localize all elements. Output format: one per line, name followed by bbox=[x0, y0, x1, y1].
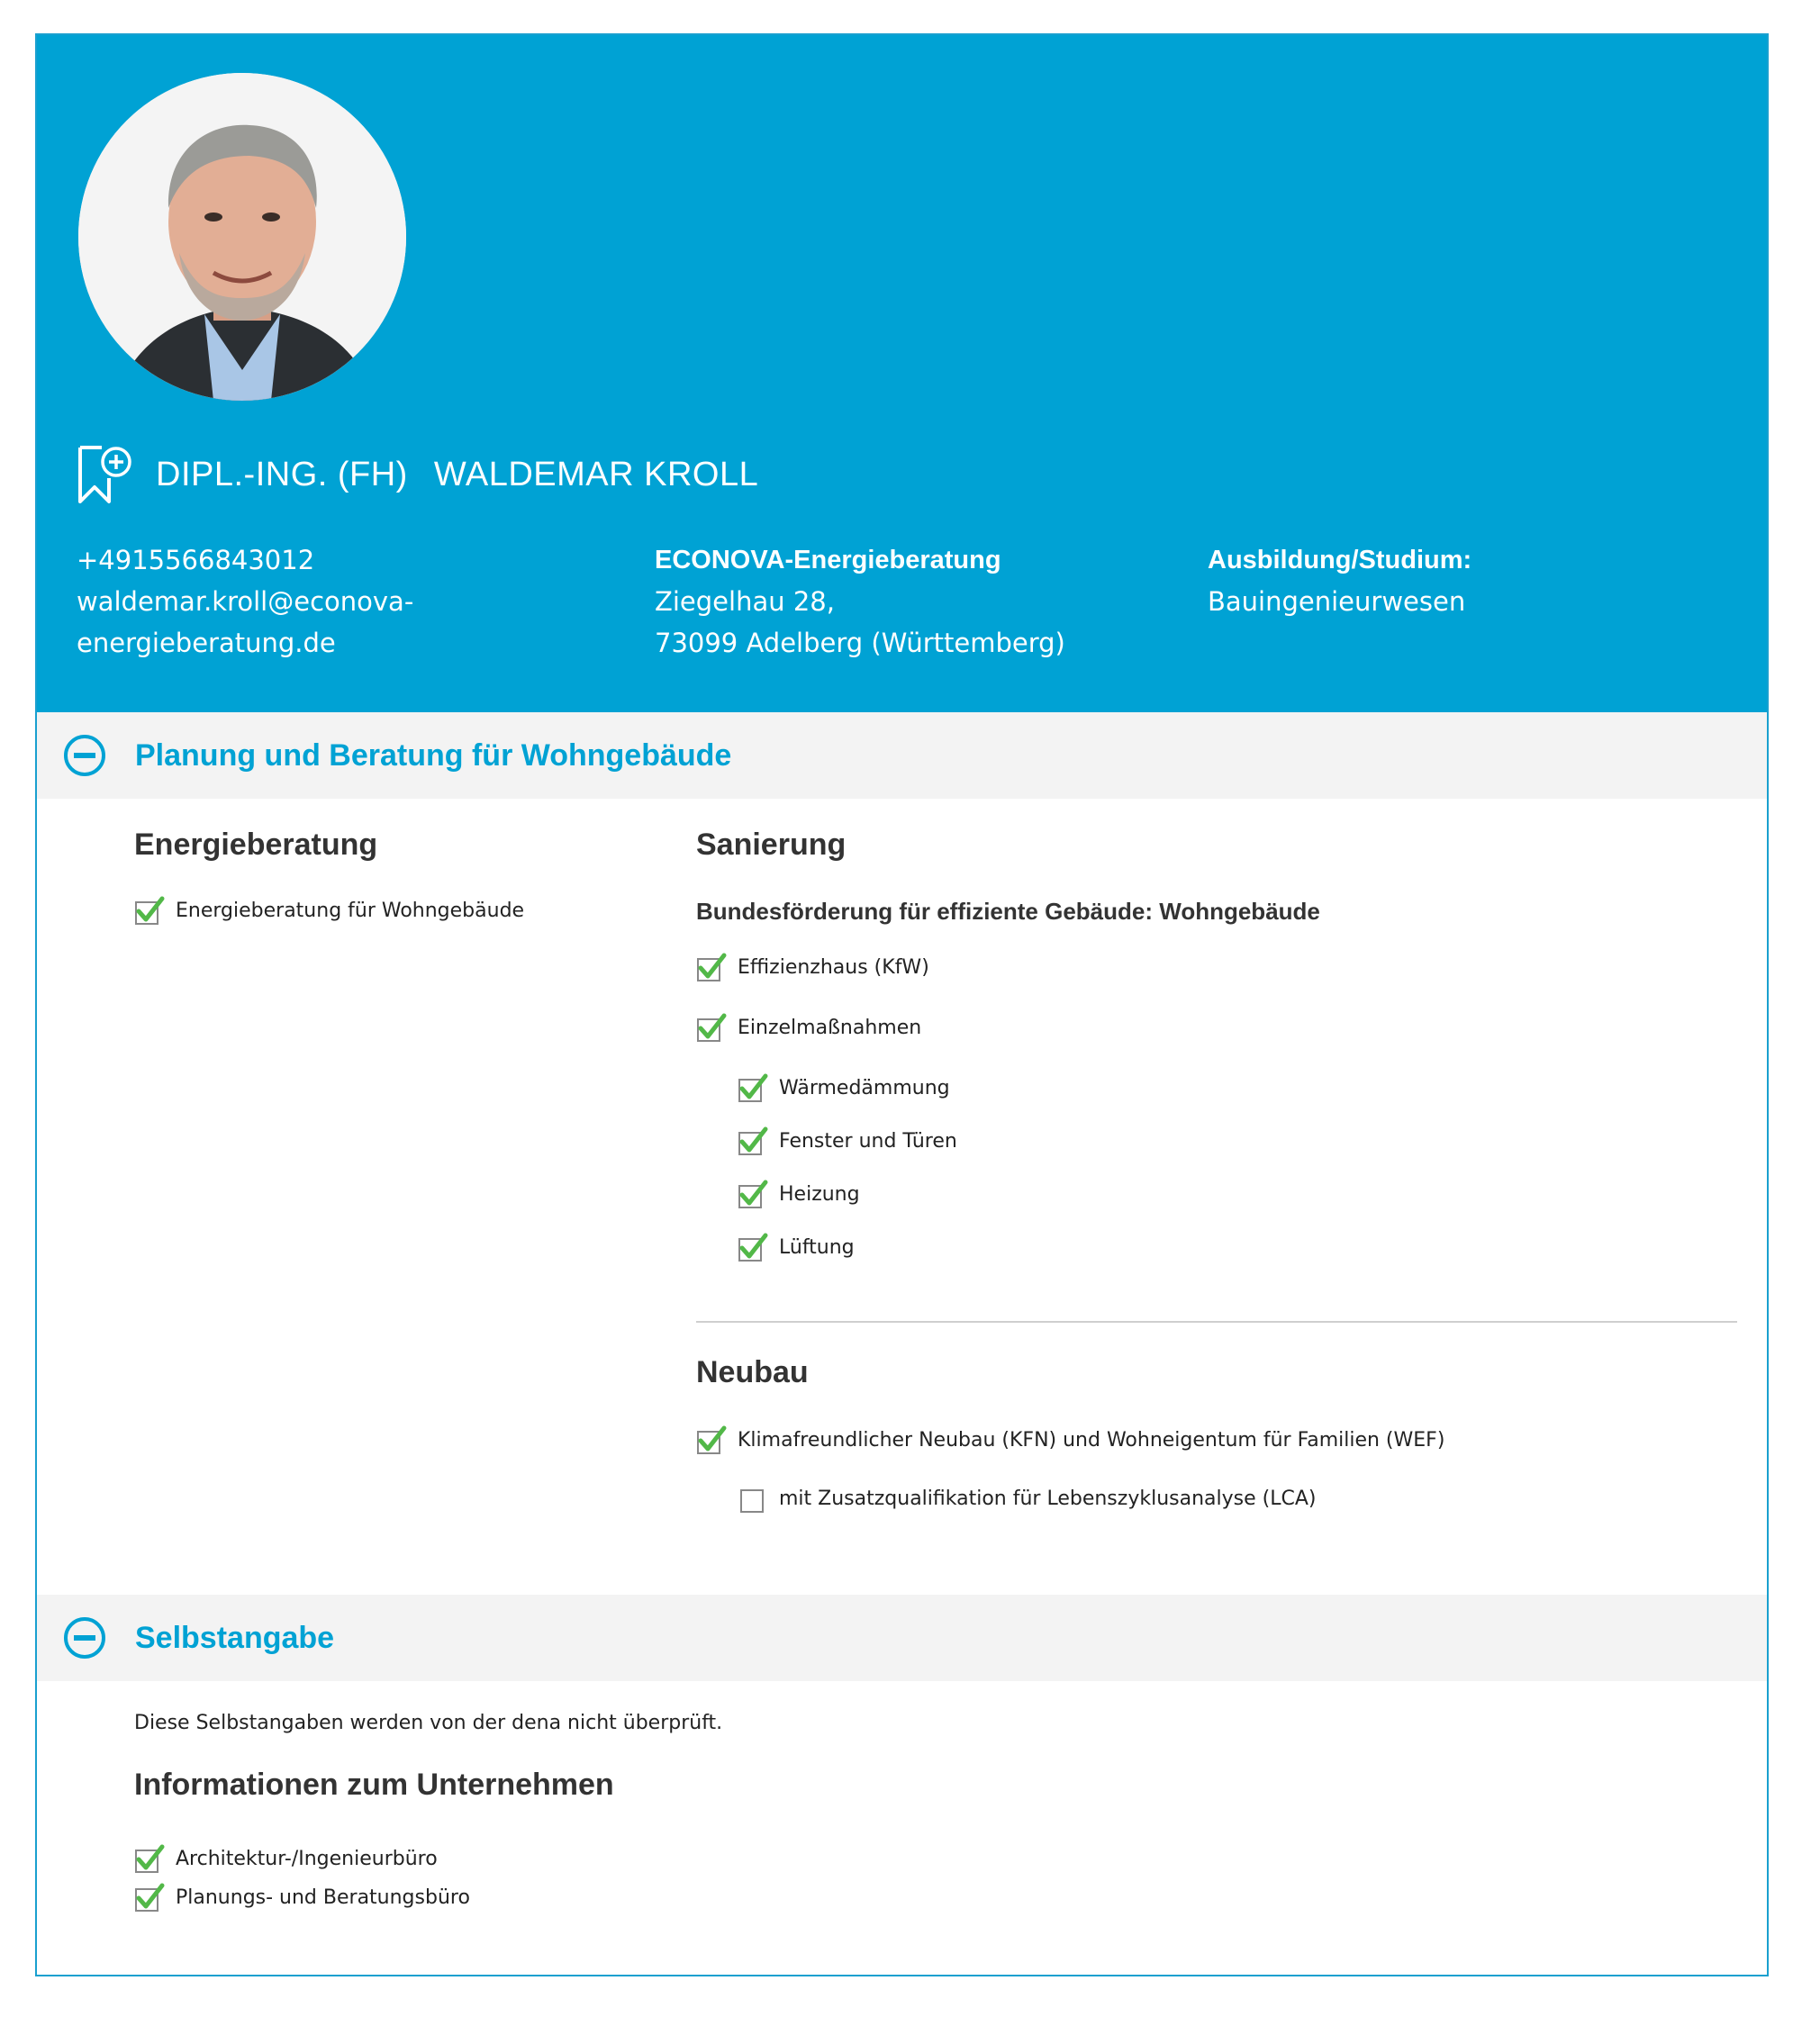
education-label: Ausbildung/Studium: bbox=[1208, 546, 1472, 574]
checkbox-label: Planungs- und Beratungsbüro bbox=[176, 1886, 470, 1909]
company-info bbox=[655, 539, 1123, 664]
checkbox-label: Lüftung bbox=[779, 1235, 855, 1259]
checkbox-energieberatung-wohngebaeude bbox=[134, 895, 524, 926]
checkbox-lca bbox=[738, 1483, 1316, 1514]
checkbox-label: Heizung bbox=[779, 1182, 860, 1206]
name-row bbox=[75, 439, 758, 511]
checkbox-label: Energieberatung für Wohngebäude bbox=[176, 899, 525, 922]
checkbox-effizienzhaus bbox=[696, 952, 929, 982]
checkbox-checked-icon bbox=[134, 1882, 165, 1913]
person-name: WALDEMAR KROLL bbox=[433, 455, 759, 493]
checkbox-label: Effizienzhaus (KfW) bbox=[738, 955, 929, 979]
checkbox-checked-icon bbox=[738, 1179, 768, 1209]
profile-name bbox=[156, 456, 758, 494]
section-divider bbox=[696, 1321, 1737, 1323]
education-value: Bauingenieurwesen bbox=[1208, 586, 1466, 617]
education-info bbox=[1208, 539, 1676, 622]
collapse-minus-icon[interactable] bbox=[62, 733, 107, 778]
phone-number[interactable]: +4915566843012 bbox=[77, 545, 315, 575]
heading-sanierung: Sanierung bbox=[696, 828, 847, 862]
academic-title: DIPL.-ING. (FH) bbox=[156, 455, 408, 493]
heading-energieberatung: Energieberatung bbox=[134, 828, 378, 862]
checkbox-einzelmassnahmen bbox=[696, 1012, 921, 1043]
profile-card bbox=[35, 33, 1769, 1976]
checkbox-kfn-wef bbox=[696, 1424, 1444, 1455]
checkbox-label: Fenster und Türen bbox=[779, 1129, 957, 1153]
checkbox-checked-icon bbox=[696, 1424, 727, 1455]
profile-header bbox=[37, 35, 1767, 712]
checkbox-label: Klimafreundlicher Neubau (KFN) und Wohneigentum für Familien (WEF) bbox=[738, 1428, 1445, 1452]
checkbox-heizung bbox=[738, 1179, 860, 1209]
checkbox-checked-icon bbox=[696, 952, 727, 982]
checkbox-checked-icon bbox=[696, 1012, 727, 1043]
checkbox-checked-icon bbox=[134, 1843, 165, 1874]
heading-neubau: Neubau bbox=[696, 1355, 809, 1389]
section-header-selbstangabe[interactable] bbox=[37, 1595, 1767, 1681]
company-street: Ziegelhau 28, bbox=[655, 586, 835, 617]
company-name: ECONOVA-Energieberatung bbox=[655, 546, 1001, 574]
checkbox-architektur-ingenieurbuero bbox=[134, 1843, 438, 1874]
section-header-planung[interactable] bbox=[37, 712, 1767, 799]
heading-informationen-unternehmen: Informationen zum Unternehmen bbox=[134, 1768, 614, 1802]
selbstangabe-note: Diese Selbstangaben werden von der dena nicht überprüft. bbox=[134, 1712, 723, 1734]
collapse-minus-icon[interactable] bbox=[62, 1615, 107, 1660]
checkbox-empty-icon bbox=[738, 1483, 768, 1514]
email-line-2[interactable]: energieberatung.de bbox=[77, 628, 336, 658]
email-line-1[interactable]: waldemar.kroll@econova- bbox=[77, 586, 414, 617]
checkbox-checked-icon bbox=[134, 895, 165, 926]
checkbox-label: Wärmedämmung bbox=[779, 1076, 950, 1099]
bookmark-plus-icon[interactable] bbox=[75, 442, 134, 507]
company-city: 73099 Adelberg (Württemberg) bbox=[655, 628, 1065, 658]
checkbox-checked-icon bbox=[738, 1232, 768, 1262]
contact-info bbox=[77, 539, 455, 664]
checkbox-planungs-beratungsbuero bbox=[134, 1882, 470, 1913]
checkbox-checked-icon bbox=[738, 1072, 768, 1103]
checkbox-fenster-tueren bbox=[738, 1126, 957, 1156]
section-title-selbstangabe: Selbstangabe bbox=[135, 1620, 335, 1655]
subheading-bundesfoerderung: Bundesförderung für effiziente Gebäude: Wohngebäude bbox=[696, 898, 1320, 925]
checkbox-lueftung bbox=[738, 1232, 855, 1262]
checkbox-label: Architektur-/Ingenieurbüro bbox=[176, 1847, 438, 1870]
checkbox-checked-icon bbox=[738, 1126, 768, 1156]
checkbox-label: Einzelmaßnahmen bbox=[738, 1016, 922, 1039]
checkbox-label: mit Zusatzqualifikation für Lebenszyklusanalyse (LCA) bbox=[779, 1487, 1317, 1510]
checkbox-waermedaemmung bbox=[738, 1072, 950, 1103]
avatar bbox=[78, 73, 406, 401]
portrait-image bbox=[78, 73, 406, 401]
section-title-planung: Planung und Beratung für Wohngebäude bbox=[135, 737, 732, 773]
